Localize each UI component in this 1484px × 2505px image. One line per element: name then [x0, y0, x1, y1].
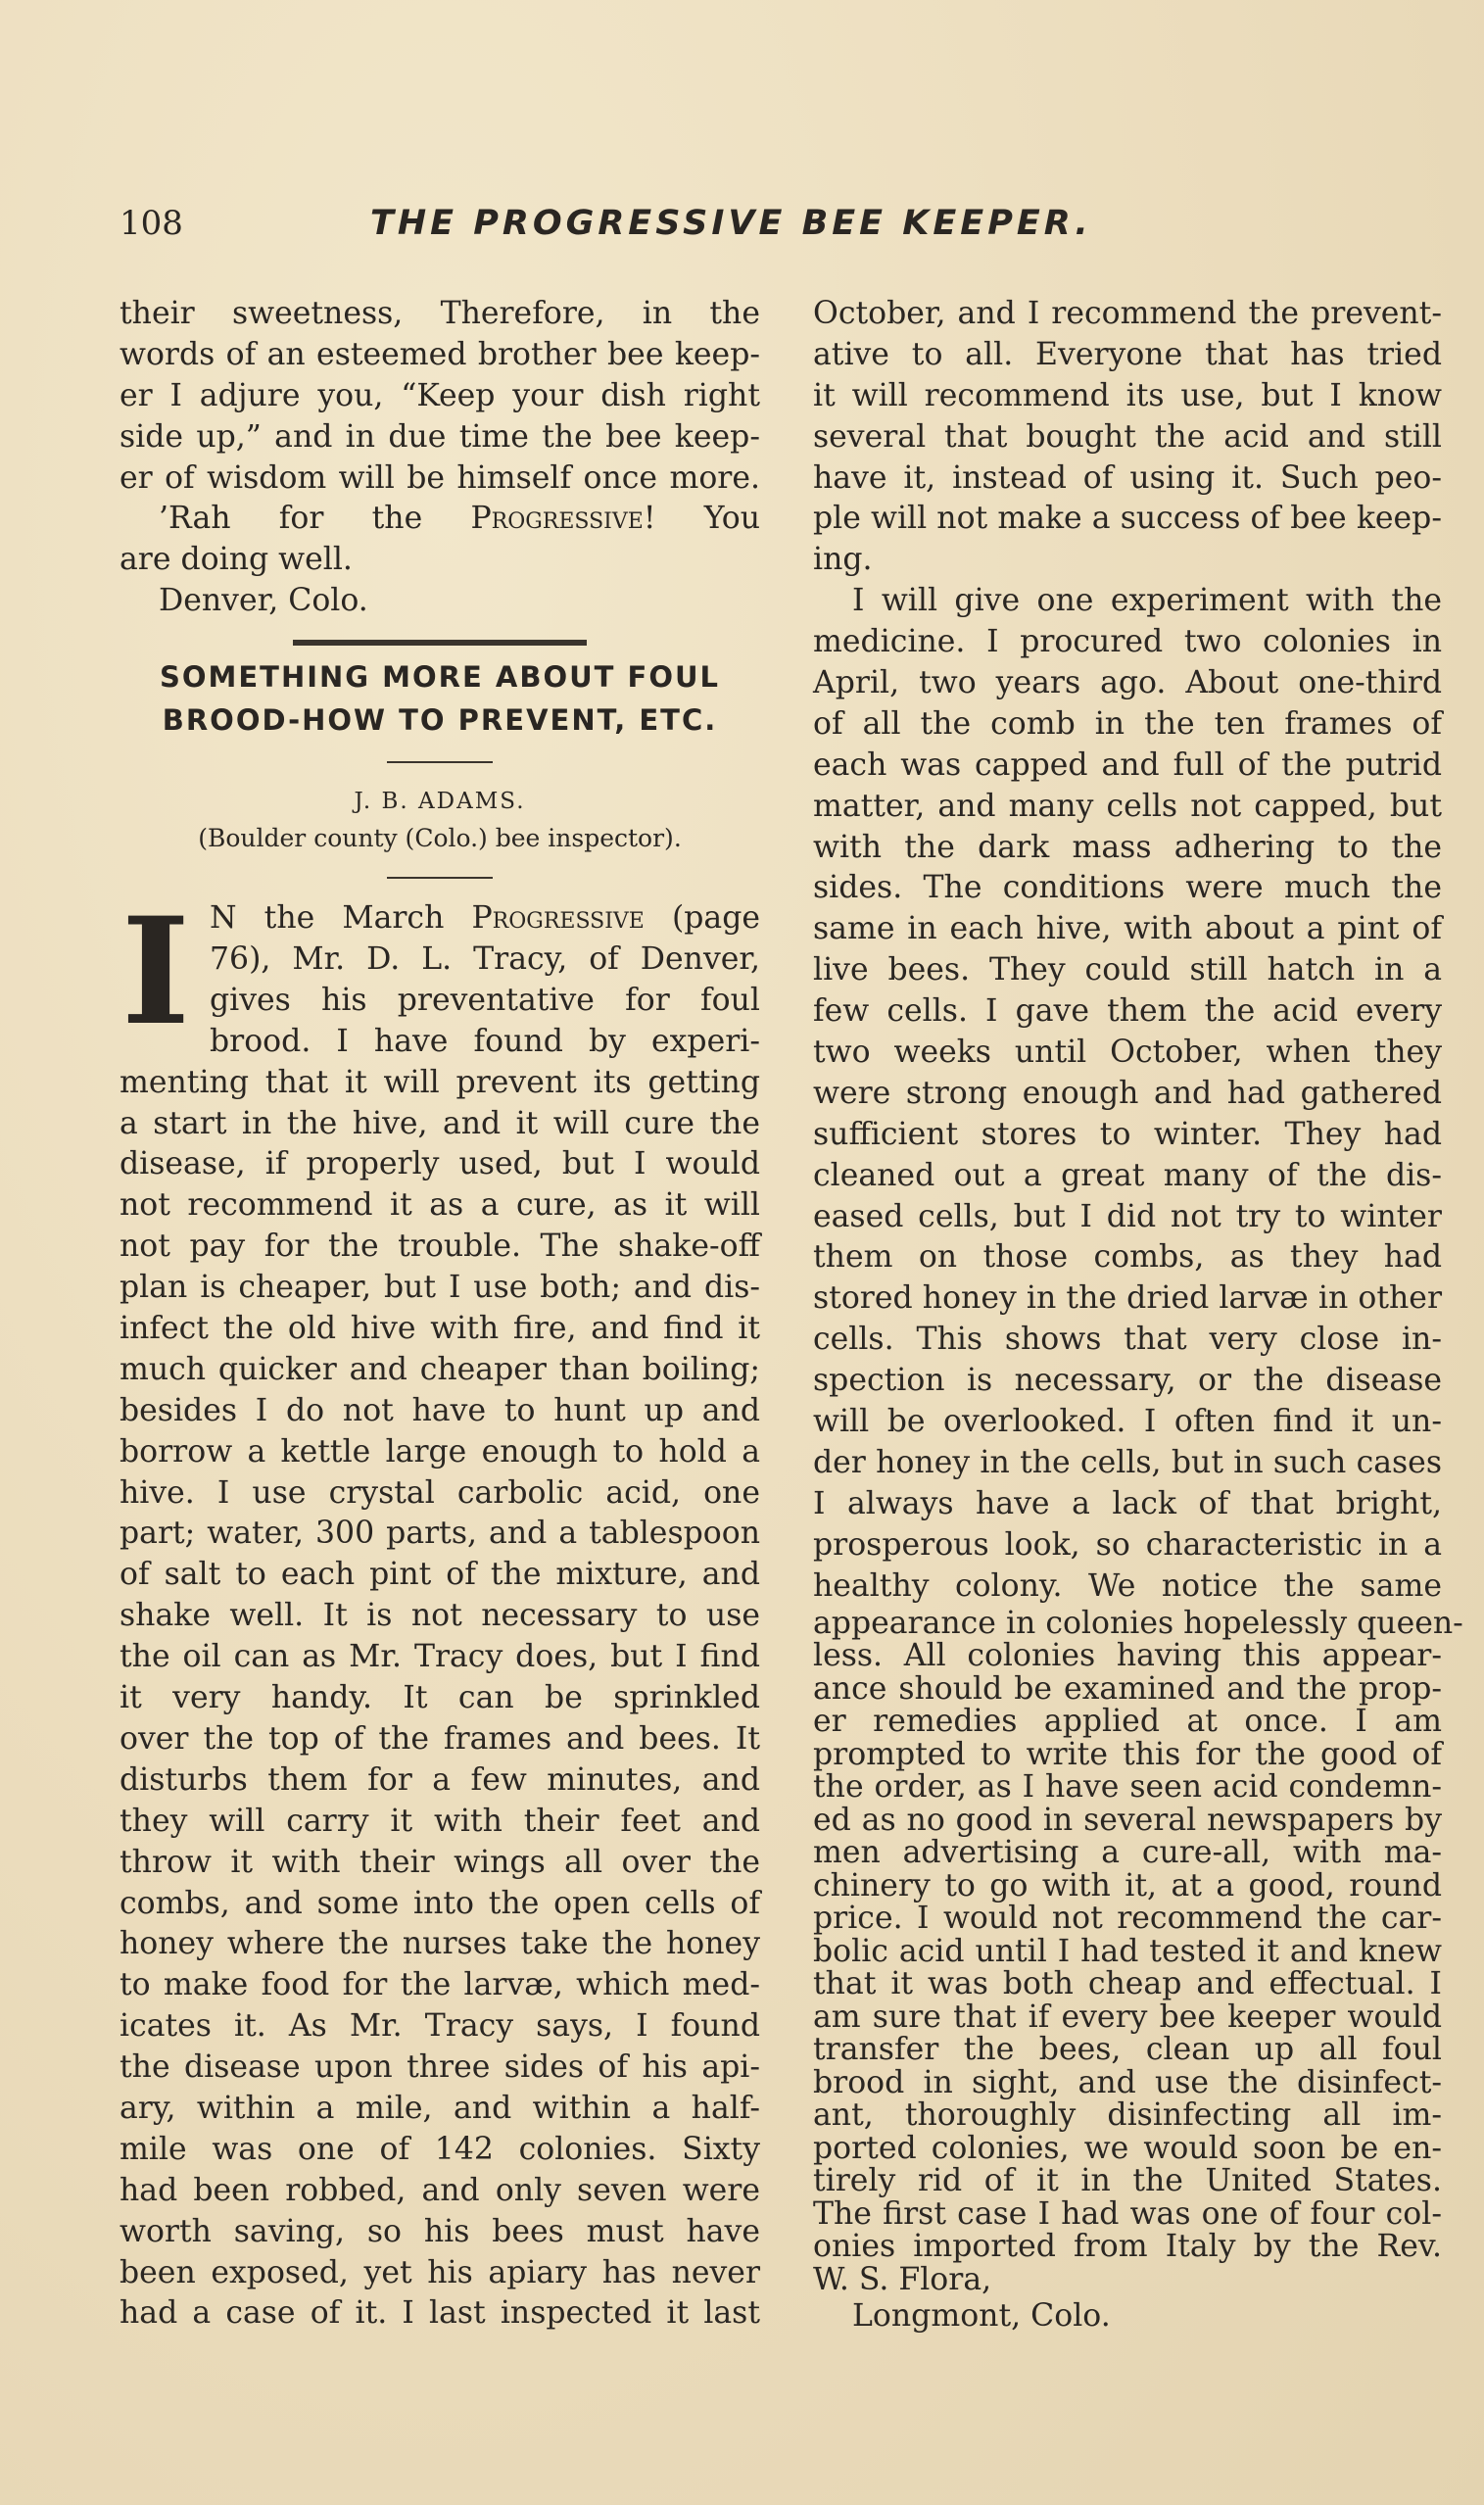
article-text-line: it will recommend its use, but I know — [813, 377, 1442, 413]
article-text-line: their sweetness, Therefore, in the — [120, 296, 760, 331]
article-text-line: price. I would not recommend the car- — [813, 1901, 1442, 1936]
article-text-line: ’Rah for the Progressive! You — [159, 501, 761, 537]
article-text-line: ported colonies, we would soon be en- — [813, 2130, 1442, 2166]
article-text-line: were strong enough and had gathered — [813, 1075, 1442, 1111]
article-text-line: matter, and many cells not capped, but — [813, 788, 1442, 824]
article-text-line: medicine. I procured two colonies in — [813, 624, 1442, 660]
article-text-line: had been robbed, and only seven were — [120, 2172, 760, 2208]
article-text-line: ed as no good in several newspapers by — [813, 1802, 1442, 1838]
author-name: J. B. ADAMS. — [354, 789, 526, 815]
article-text-line: ance should be examined and the prop- — [813, 1670, 1442, 1707]
article-text-line: shake well. It is not necessary to use — [120, 1598, 760, 1634]
article-text-line: menting that it will prevent its getting — [120, 1064, 760, 1100]
article-text-line: prosperous look, so characteristic in a — [813, 1526, 1442, 1563]
article-text-line: less. All colonies having this appear- — [813, 1638, 1442, 1673]
article-text-line: cells. This shows that very close in- — [813, 1322, 1442, 1358]
article-text-line: plan is cheaper, but I use both; and dis- — [120, 1270, 760, 1306]
article-text-line: transfer the bees, clean up all foul — [813, 2032, 1442, 2067]
article-text-line: they will carry it with their feet and — [120, 1803, 760, 1839]
article-text-line: a start in the hive, and it will cure the — [120, 1105, 760, 1141]
article-text-line: infect the old hive with fire, and find it — [120, 1311, 760, 1347]
article-text-line: I will give one experiment with the — [852, 583, 1442, 619]
article-text-line: that it was both cheap and effectual. I — [813, 1966, 1442, 2001]
drop-cap-lines — [120, 939, 760, 1063]
article-text-line: the disease upon three sides of his api- — [120, 2049, 760, 2086]
article-text-line: stored honey in the dried larvæ in other — [813, 1280, 1442, 1317]
article-text-line: er remedies applied at once. I am — [813, 1704, 1442, 1739]
article-text-line: much quicker and cheaper than boiling; — [120, 1351, 760, 1387]
article-text-line: with the dark mass adhering to the — [813, 829, 1442, 865]
article-text-line: them on those combs, as they had — [813, 1239, 1442, 1276]
article-heading: SOMETHING MORE ABOUT FOUL BROOD-HOW TO PREVENT, ETC. — [159, 660, 721, 738]
article-text-line: have it, instead of using it. Such peo- — [813, 459, 1442, 496]
article-text-line: sides. The conditions were much the — [813, 870, 1442, 906]
article-text-line: live bees. They could still hatch in a — [813, 952, 1442, 988]
article-text-line: healthy colony. We notice the same — [813, 1567, 1442, 1604]
article-text-line: I always have a lack of that bright, — [813, 1485, 1442, 1521]
article-text-line: sufficient stores to winter. They had — [813, 1116, 1442, 1152]
drop-cap: I — [120, 886, 191, 1059]
article-text-line: throw it with their wings all over the — [120, 1844, 760, 1880]
article-text-line: borrow a kettle large enough to hold a — [120, 1433, 760, 1469]
article-text-line: of all the comb in the ten frames of — [813, 705, 1442, 742]
article-text-line: hive. I use crystal carbolic acid, one — [120, 1474, 760, 1511]
author-affiliation: (Boulder county (Colo.) bee inspector). — [198, 824, 682, 853]
article-text-line: ple will not make a success of bee keep- — [813, 501, 1442, 537]
article-opening — [120, 886, 760, 1063]
article-text-line: combs, and some into the open cells of — [120, 1885, 760, 1921]
article-text-line: cleaned out a great many of the dis- — [813, 1157, 1442, 1193]
article-text-line: appearance in colonies hopelessly queen- — [813, 1605, 1463, 1641]
left-column — [120, 294, 760, 2335]
article-text-line: ant, thoroughly disinfecting all im- — [813, 2097, 1442, 2133]
dateline: Denver, Colo. — [159, 583, 368, 619]
journal-title: THE PROGRESSIVE BEE KEEPER. — [370, 204, 1092, 243]
dateline: Longmont, Colo. — [852, 2298, 1111, 2334]
article-text-line: over the top of the frames and bees. It — [120, 1720, 760, 1757]
article-paragraph — [813, 294, 1442, 581]
article-text-line: N the March Progressive (page — [210, 900, 760, 937]
article-text-line: disturbs them for a few minutes, and — [120, 1761, 760, 1798]
article-text-line: prompted to write this for the good of — [813, 1736, 1442, 1772]
article-text-line: ing. — [813, 542, 873, 578]
article-text-line: spection is necessary, or the disease — [813, 1363, 1442, 1399]
article-text-line: der honey in the cells, but in such cases — [813, 1444, 1442, 1480]
article-text-line: part; water, 300 parts, and a tablespoon — [120, 1516, 760, 1552]
article-text-line: are doing well. — [120, 542, 353, 578]
article-text-line: ary, within a mile, and within a half- — [120, 2090, 760, 2126]
page-number: 108 — [120, 204, 183, 243]
previous-article-text — [120, 294, 760, 499]
article-text-line: honey where the nurses take the honey — [120, 1926, 760, 1962]
article-text-line: of salt to each pint of the mixture, and — [120, 1557, 760, 1593]
article-text-line: not pay for the trouble. The shake-off — [120, 1228, 760, 1265]
article-text-line: October, and I recommend the prevent- — [813, 296, 1442, 331]
article-text-line: W. S. Flora, — [813, 2261, 992, 2297]
article-text-line: been exposed, yet his apiary has never — [120, 2254, 760, 2290]
article-text-line: chinery to go with it, at a good, round — [813, 1867, 1442, 1903]
section-divider — [293, 640, 587, 646]
article-text-line: onies imported from Italy by the Rev. — [813, 2229, 1442, 2264]
article-text-line: the oil can as Mr. Tracy does, but I find — [120, 1639, 760, 1675]
right-column — [813, 294, 1463, 2337]
heading-rule — [387, 761, 493, 763]
article-text-line: mile was one of 142 colonies. Sixty — [120, 2131, 760, 2167]
article-text-line: brood in sight, and use the disinfect- — [813, 2064, 1442, 2100]
article-text-line: eased cells, but I did not try to winter — [813, 1198, 1442, 1234]
article-text-line: each was capped and full of the putrid — [813, 747, 1442, 783]
byline-rule — [387, 877, 493, 879]
article-text-line: few cells. I gave them the acid every — [813, 993, 1442, 1030]
article-text-line: will be overlooked. I often find it un- — [813, 1404, 1442, 1440]
article-text-line: men advertising a cure-all, with ma- — [813, 1835, 1442, 1870]
article-text-line: several that bought the acid and still — [813, 418, 1442, 455]
article-text-line: er I adjure you, “Keep your dish right — [120, 377, 760, 413]
article-body — [120, 1063, 760, 2336]
article-text-line: icates it. As Mr. Tracy says, I found — [120, 2008, 760, 2045]
article-text-line: to make food for the larvæ, which med- — [120, 1967, 760, 2003]
article-paragraph — [813, 581, 1442, 1607]
article-text-line: The first case I had was one of four col- — [813, 2195, 1442, 2232]
article-text-line: ative to all. Everyone that has tried — [813, 336, 1442, 372]
article-paragraph — [813, 1605, 1463, 2297]
article-text-line: two weeks until October, when they — [813, 1035, 1442, 1071]
article-text-line: tirely rid of it in the United States. — [813, 2163, 1442, 2198]
article-text-line: besides I do not have to hunt up and — [120, 1392, 760, 1428]
article-text-line: er of wisdom will be himself once more. — [120, 459, 760, 496]
article-text-line: had a case of it. I last inspected it last — [120, 2295, 760, 2332]
article-text-line: am sure that if every bee keeper would — [813, 1999, 1442, 2035]
article-text-line: it very handy. It can be sprinkled — [120, 1680, 760, 1716]
article-text-line: 76), Mr. D. L. Tracy, of Denver, — [210, 941, 760, 978]
article-text-line: brood. I have found by experi- — [210, 1023, 760, 1059]
article-text-line: disease, if properly used, but I would — [120, 1146, 760, 1182]
article-text-line: April, two years ago. About one-third — [813, 665, 1442, 701]
article-text-line: gives his preventative for foul — [210, 982, 760, 1018]
article-text-line: same in each hive, with about a pint of — [813, 911, 1442, 947]
article-text-line: bolic acid until I had tested it and knew — [813, 1933, 1442, 1969]
article-text-line: worth saving, so his bees must have — [120, 2213, 760, 2249]
article-text-line: words of an esteemed brother bee keep- — [120, 336, 760, 372]
article-text-line: not recommend it as a cure, as it will — [120, 1187, 760, 1224]
article-text-line: the order, as I have seen acid condemn- — [813, 1769, 1442, 1805]
article-text-line: side up,” and in due time the bee keep- — [120, 418, 760, 455]
